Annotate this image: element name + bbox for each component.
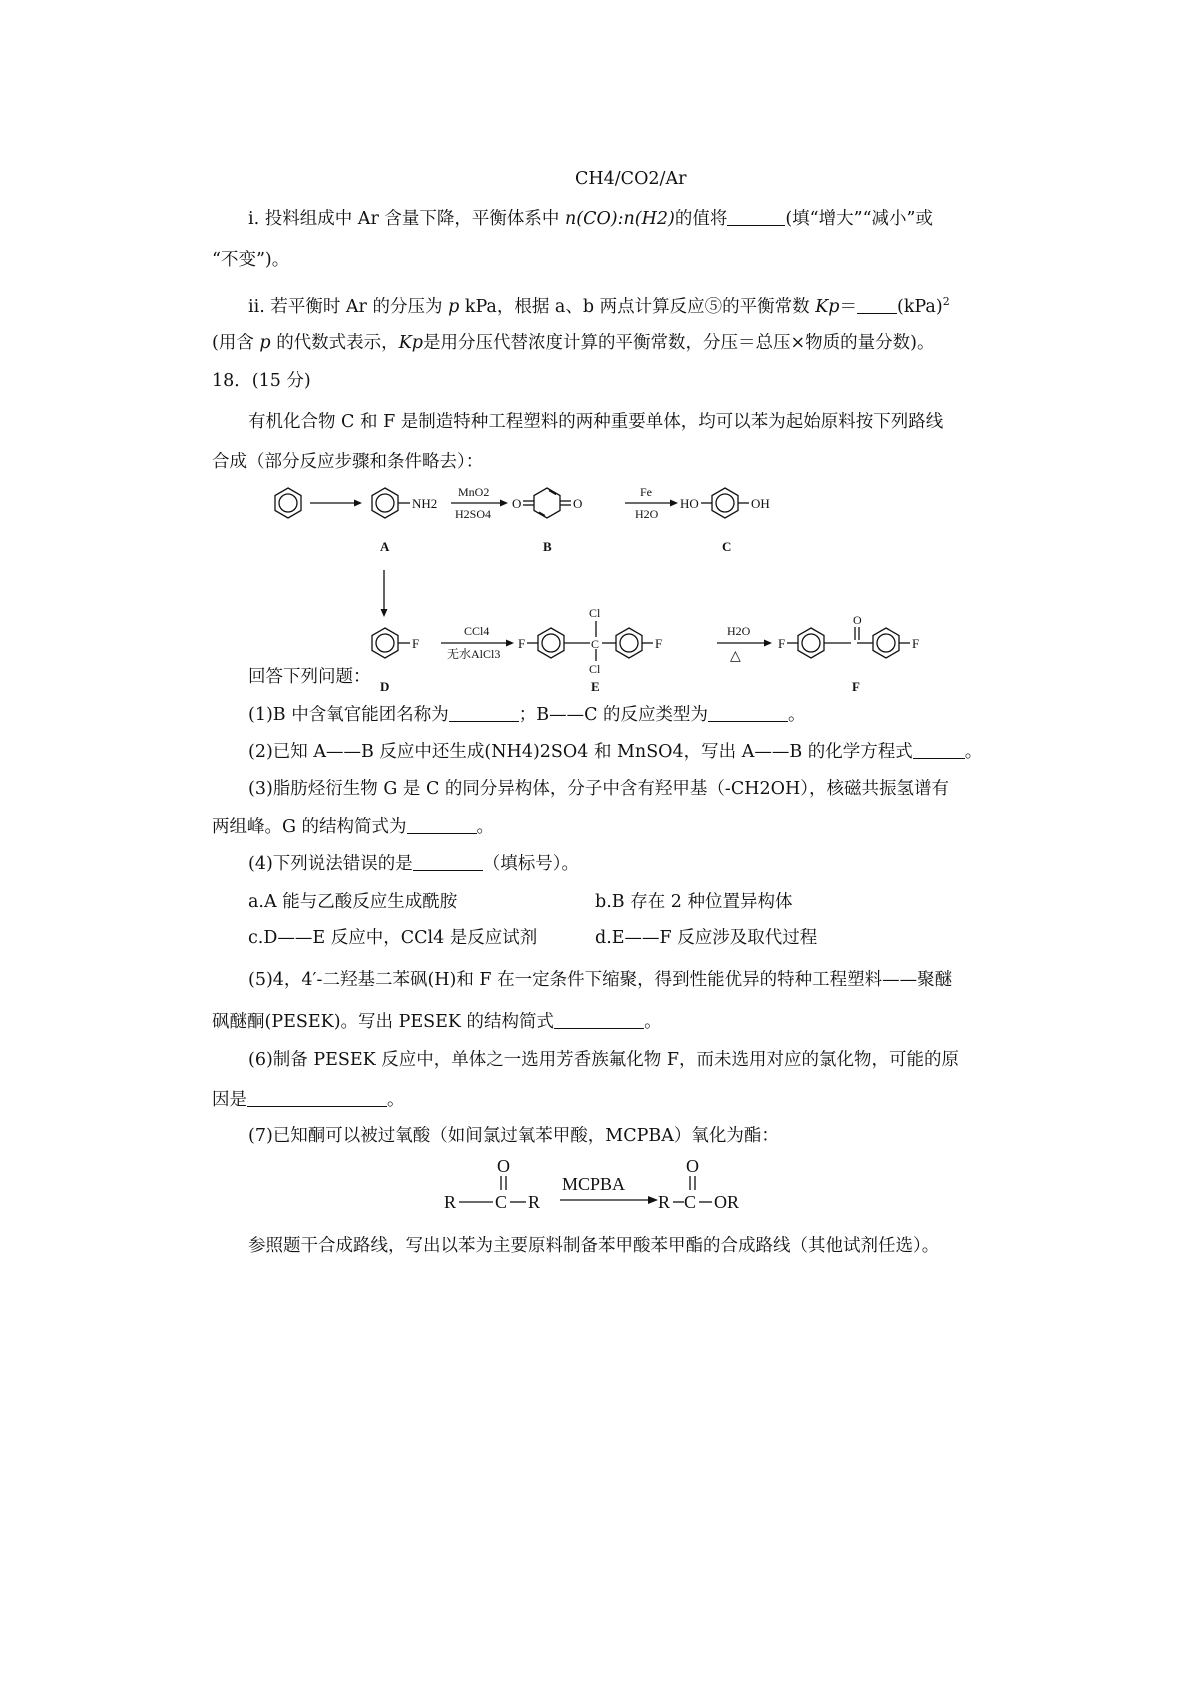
part-5-text: 砜醚酮(PESEK)。写出 PESEK 的结构简式 [212, 1012, 555, 1032]
question-i-line2: “不变”)。 [212, 250, 290, 270]
reagent-fe: Fe [640, 485, 652, 499]
ketone-oxygen: O [497, 1156, 510, 1176]
part-5-end: 。 [644, 1012, 662, 1032]
part-6-line1: (6)制备 PESEK 反应中，单体之一选用芳香族氟化物 F，而未选用对应的氯化物，可能的原 [248, 1050, 960, 1070]
heat-symbol: △ [730, 649, 741, 664]
option-b: b.B 存在 2 种位置异构体 [595, 892, 793, 912]
question-ii-text2: kPa，根据 a、b 两点计算反应⑤的平衡常数 [464, 296, 810, 317]
compound-label-C: C [722, 539, 732, 554]
answer-prompt: 回答下列问题： [248, 667, 371, 687]
roman-i: i. [248, 209, 260, 229]
reagent-mno2: MnO2 [458, 485, 490, 499]
part-3-text: 两组峰。G 的结构简式为 [212, 817, 407, 837]
reagent-alcl3: 无水AlCl3 [447, 647, 501, 661]
question-18-intro-2: 合成（部分反应步骤和条件略去）： [212, 452, 484, 472]
question-ii-note2: 的代数式表示， [276, 333, 399, 353]
carbonyl-oxygen: O [512, 496, 522, 511]
carbonyl-oxygen: O [573, 496, 583, 511]
answer-blank [413, 852, 483, 871]
aromatic-circle [877, 634, 895, 652]
question-i-text2: 的值将 [674, 209, 728, 229]
question-i-options: (填“增大”“减小”或 [785, 209, 933, 229]
compound-label-B: B [543, 539, 552, 554]
ester-oxygen: O [686, 1156, 699, 1176]
aromatic-circle [542, 634, 560, 652]
question-ii-note1: (用含 [212, 333, 254, 353]
compound-label-A: A [380, 539, 390, 554]
kp-unit: (kPa) [897, 296, 943, 317]
reagent-mcpba: MCPBA [562, 1174, 626, 1194]
question-18-number: 18．(15 分) [212, 371, 311, 391]
part-3-line1: (3)脂肪烃衍生物 G 是 C 的同分异构体，分子中含有羟甲基（-CH2OH），核磁共振氢谱有 [248, 779, 949, 799]
part-7-line1: (7)已知酮可以被过氧酸（如间氯过氧苯甲酸，MCPBA）氧化为酯： [248, 1126, 779, 1146]
arrowhead [648, 1196, 658, 1204]
reagent-h2o: H2O [635, 507, 659, 521]
question-ii-text: 若平衡时 Ar 的分压为 [270, 296, 443, 317]
equals-sign: ＝ [839, 296, 857, 317]
part-2-end: 。 [964, 742, 983, 762]
hydroxyl-group: OH [751, 496, 770, 511]
question-ii-line1 [248, 290, 950, 319]
unit-exponent: 2 [942, 295, 950, 308]
r-group: R [658, 1192, 671, 1212]
arrowhead [500, 500, 508, 507]
answer-blank [554, 1010, 644, 1029]
arrowhead [670, 500, 678, 507]
part-1 [248, 703, 806, 727]
part-3-end: 。 [476, 817, 495, 837]
part-1-end: 。 [788, 705, 806, 725]
part-1-text: (1)B 中含氧官能团名称为 [248, 705, 449, 725]
r-group: R [528, 1192, 541, 1212]
compound-label-E: E [591, 679, 600, 694]
chlorine-atom: Cl [589, 662, 601, 676]
fluorine-atom: F [518, 636, 526, 651]
question-ii-line2 [212, 331, 934, 355]
r-group: R [444, 1192, 457, 1212]
part-2 [248, 740, 982, 764]
compound-label-D: D [380, 679, 390, 694]
reagent-h2o: H2O [727, 624, 751, 638]
part-1-text2: ；B——C 的反应类型为 [518, 705, 709, 725]
part-2-text: (2)已知 A——B 反应中还生成(NH4)2SO4 和 MnSO4，写出 A——B 的化学方程式 [248, 742, 913, 762]
fluorine-atom: F [412, 636, 420, 651]
kp-symbol: Kp [398, 333, 423, 353]
mcpba-reaction [440, 1156, 840, 1240]
part-5-line2 [212, 1010, 662, 1034]
carbonyl-oxygen: O [853, 613, 862, 627]
central-carbon: C [591, 637, 600, 651]
ring-B [534, 488, 560, 518]
compound-label-F: F [852, 679, 860, 694]
part-5-line1: (5)4，4′-二羟基二苯砜(H)和 F 在一定条件下缩聚，得到性能优异的特种工程塑料——聚醚 [248, 970, 953, 990]
ketone-carbon: C [495, 1192, 508, 1212]
aromatic-circle [376, 634, 394, 652]
aromatic-circle [802, 634, 820, 652]
part-4-text: (4)下列说法错误的是 [248, 854, 413, 874]
part-4-end: （填标号）。 [482, 854, 580, 874]
ester-carbon: C [684, 1192, 697, 1212]
hydroxyl-group: HO [680, 496, 699, 511]
answer-blank [857, 295, 897, 314]
pressure-symbol: p [259, 333, 271, 353]
reagent-ccl4: CCl4 [464, 624, 490, 638]
aromatic-circle [620, 634, 638, 652]
kp-symbol: Kp [815, 296, 840, 317]
part-6-text: 因是 [212, 1090, 247, 1110]
question-18-intro-1: 有机化合物 C 和 F 是制造特种工程塑料的两种重要单体，均可以苯为起始原料按下列路线 [248, 412, 944, 432]
synthesis-scheme [0, 460, 1200, 694]
part-6-end: 。 [387, 1090, 405, 1110]
fluorine-atom: F [655, 636, 663, 651]
aromatic-circle [279, 494, 297, 512]
question-i-text: 投料组成中 Ar 含量下降，平衡体系中 [264, 209, 560, 229]
question-ii-note3: 是用分压代替浓度计算的平衡常数，分压＝总压×物质的量分数)。 [422, 333, 935, 353]
part-6-line2 [212, 1088, 405, 1112]
fluorine-atom: F [912, 636, 920, 651]
answer-blank [708, 703, 788, 722]
or-group: OR [714, 1192, 740, 1212]
option-c: c.D——E 反应中，CCl4 是反应试剂 [248, 928, 538, 948]
fluorine-atom: F [778, 636, 786, 651]
arrowhead [764, 640, 772, 647]
pressure-symbol: p [448, 296, 460, 317]
amine-group: NH2 [412, 496, 438, 511]
answer-blank [727, 207, 785, 226]
option-d: d.E——F 反应涉及取代过程 [595, 928, 818, 948]
aromatic-circle [716, 494, 734, 512]
part-7-line2: 参照题干合成路线，写出以苯为主要原料制备苯甲酸苯甲酯的合成路线（其他试剂任选）。 [248, 1236, 940, 1256]
part-4 [248, 852, 579, 876]
arrowhead [354, 500, 362, 507]
answer-blank [407, 815, 477, 834]
answer-blank [247, 1088, 387, 1107]
reagent-h2so4: H2SO4 [455, 507, 492, 521]
ratio-expression: n(CO):n(H2) [564, 209, 675, 229]
mixture-label: CH4/CO2/Ar [575, 169, 687, 189]
roman-ii: ii. [248, 296, 265, 317]
aromatic-circle [376, 494, 394, 512]
arrowhead [506, 640, 514, 647]
chlorine-atom: Cl [589, 606, 601, 620]
option-a: a.A 能与乙酸反应生成酰胺 [248, 892, 458, 912]
answer-blank [913, 740, 965, 759]
arrowhead [381, 609, 388, 617]
part-3-line2 [212, 815, 494, 839]
question-i-line1 [248, 207, 933, 231]
answer-blank [449, 703, 519, 722]
